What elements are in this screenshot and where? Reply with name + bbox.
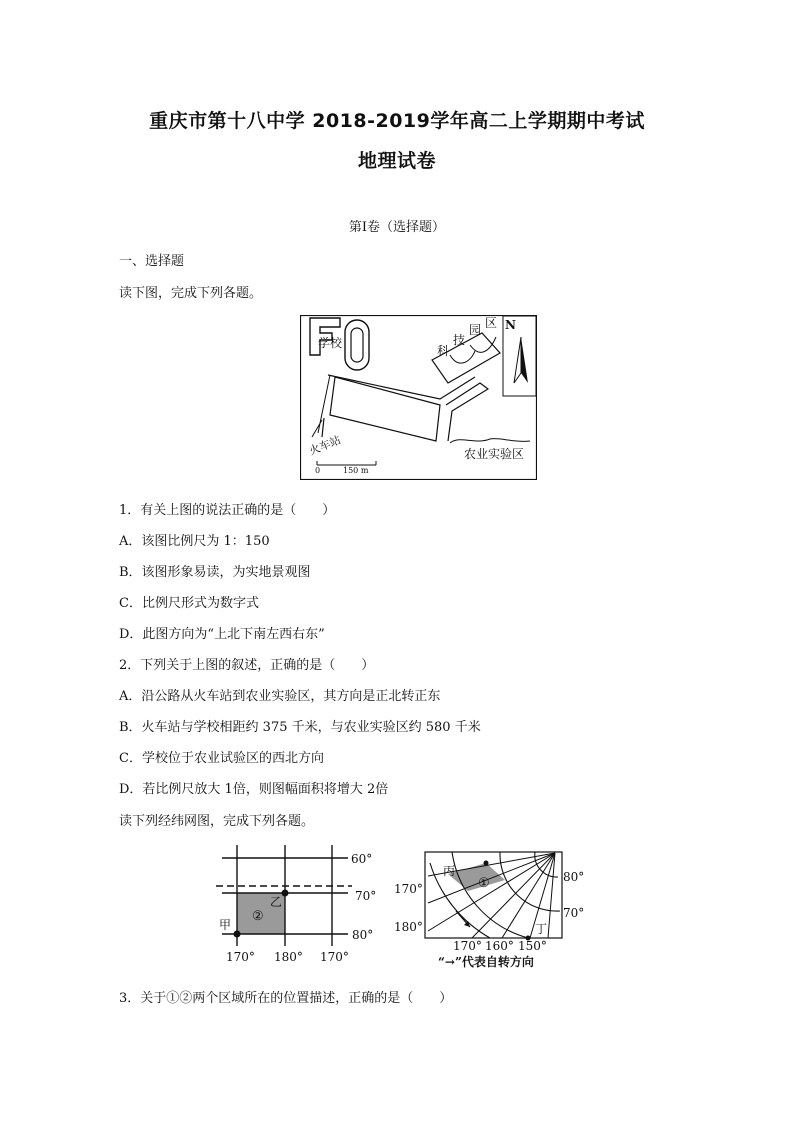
question-3-stem: 3．关于①②两个区域所在的位置描述，正确的是（ ） xyxy=(119,991,453,1006)
scale-value: 150 m xyxy=(343,466,369,475)
q1-option-b: B．该图形象易读，为实地景观图 xyxy=(119,565,311,580)
campus-map xyxy=(300,315,537,480)
section-label: 第Ⅰ卷（选择题） xyxy=(348,220,446,235)
left-label-180: 180° xyxy=(394,920,423,934)
right-label-80: 80° xyxy=(563,870,585,884)
point-jia xyxy=(234,931,241,938)
q2-option-b: B．火车站与学校相距约 375 千米，与农业实验区约 580 千米 xyxy=(119,720,481,735)
label-ding: 丁 xyxy=(535,922,548,936)
label-station: 火车站 xyxy=(307,433,343,458)
q2-option-d: D．若比例尺放大 1倍，则图幅面积将增大 2倍 xyxy=(119,782,389,797)
label-yuan: 园 xyxy=(469,323,482,337)
intro-text-1: 读下图，完成下列各题。 xyxy=(119,286,263,301)
bottom-label-150: 150° xyxy=(518,939,547,953)
bottom-label-170: 170° xyxy=(453,939,482,953)
point-yi xyxy=(282,890,289,897)
q2-option-c: C．学校位于农业试验区的西北方向 xyxy=(119,751,324,766)
exam-title: 重庆市第十八中学 2018-2019学年高二上学期期中考试 xyxy=(149,110,645,132)
polar-grid-right xyxy=(390,843,588,971)
north-label: N xyxy=(505,318,516,332)
lon-label-170a: 170° xyxy=(226,950,255,964)
label-ji: 技 xyxy=(453,333,466,347)
q2-option-a: A．沿公路从火车站到农业实验区，其方向是正北转正东 xyxy=(119,689,441,704)
label-yi: 乙 xyxy=(270,895,283,909)
lat-label-80: 80° xyxy=(352,928,374,942)
question-2-stem: 2．下列关于上图的叙述，正确的是（ ） xyxy=(119,658,375,673)
label-region-2: ② xyxy=(252,909,264,924)
label-jia: 甲 xyxy=(219,918,232,932)
label-region-1: ① xyxy=(478,876,490,891)
bottom-label-160: 160° xyxy=(485,939,514,953)
part-heading: 一、选择题 xyxy=(119,254,185,269)
lon-label-170b: 170° xyxy=(320,950,349,964)
rotation-caption: “→”代表自转方向 xyxy=(438,955,534,969)
q1-option-c: C．比例尺形式为数字式 xyxy=(119,596,259,611)
label-farm: 农业实验区 xyxy=(464,447,525,461)
q1-option-a: A．该图比例尺为 1：150 xyxy=(119,534,270,549)
label-school: 学校 xyxy=(318,336,343,350)
lon-label-180: 180° xyxy=(274,950,303,964)
latlong-grid-left xyxy=(212,843,380,971)
scale-zero: 0 xyxy=(315,466,321,475)
right-label-70: 70° xyxy=(563,906,585,920)
q1-option-d: D．此图方向为“上北下南左西右东” xyxy=(119,627,325,642)
intro-text-2: 读下列经纬网图，完成下列各题。 xyxy=(119,814,315,829)
label-ke: 科 xyxy=(437,344,450,358)
question-1-stem: 1．有关上图的说法正确的是（ ） xyxy=(119,503,336,518)
lat-label-60: 60° xyxy=(351,852,373,866)
label-bing: 丙 xyxy=(443,864,456,878)
left-label-170: 170° xyxy=(394,882,423,896)
label-qu: 区 xyxy=(485,316,498,330)
exam-subject: 地理试卷 xyxy=(357,150,436,172)
lat-label-70: 70° xyxy=(355,889,377,903)
